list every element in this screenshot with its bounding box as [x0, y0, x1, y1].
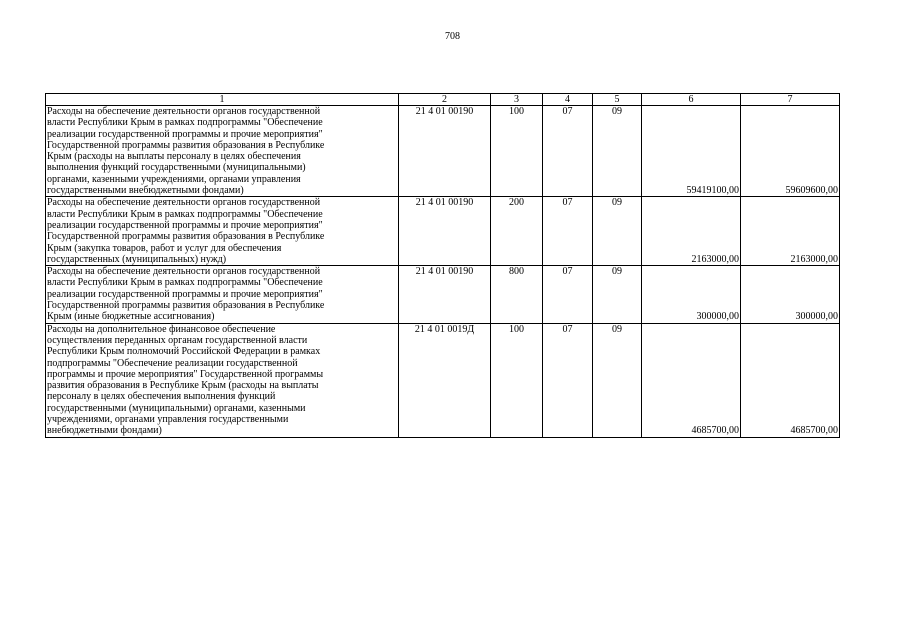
row-col-6-amount: 2163000,00	[642, 197, 741, 266]
row-col-3: 100	[491, 106, 543, 197]
row-col-3: 200	[491, 197, 543, 266]
row-description	[46, 197, 399, 266]
row-col-5: 09	[593, 197, 642, 266]
description-line: выполнения функций государственными (муниципальными)	[47, 162, 306, 174]
row-col-5: 09	[593, 323, 642, 437]
row-code: 21 4 01 00190	[399, 197, 491, 266]
budget-table	[45, 93, 840, 438]
description-line: реализации государственной программы и прочие мероприятия"	[47, 219, 323, 231]
description-line: Расходы на обеспечение деятельности органов государственной	[47, 106, 321, 117]
description-line: власти Республики Крым в рамках подпрограммы "Обеспечение	[47, 208, 323, 220]
row-col-4: 07	[543, 106, 593, 197]
description-line: развития образования в Республике Крым (расходы на выплаты	[47, 380, 319, 392]
row-code: 21 4 01 0019Д	[399, 323, 491, 437]
table-row	[46, 197, 840, 266]
row-col-4: 07	[543, 266, 593, 323]
header-col-3: 3	[491, 94, 543, 106]
row-col-6-amount: 300000,00	[642, 266, 741, 323]
row-code: 21 4 01 00190	[399, 266, 491, 323]
description-line: внебюджетными фондами)	[47, 425, 162, 437]
description-line: государственными внебюджетными фондами)	[47, 185, 244, 197]
description-line: власти Республики Крым в рамках подпрограммы "Обеспечение	[47, 277, 323, 289]
description-line: власти Республики Крым в рамках подпрограммы "Обеспечение	[47, 117, 323, 129]
header-col-4: 4	[543, 94, 593, 106]
description-line: программы и прочие мероприятия" Государственной программы	[47, 368, 324, 380]
row-col-7-amount: 59609600,00	[741, 106, 840, 197]
row-col-7-amount: 4685700,00	[741, 323, 840, 437]
description-line: реализации государственной программы и прочие мероприятия"	[47, 288, 323, 300]
description-line: Расходы на обеспечение деятельности органов государственной	[47, 266, 321, 278]
header-col-6: 6	[642, 94, 741, 106]
row-description	[46, 106, 399, 197]
description-line: осуществления переданных органам государственной власти	[47, 334, 308, 346]
description-line: подпрограммы "Обеспечение реализации государственной	[47, 357, 298, 369]
header-col-2: 2	[399, 94, 491, 106]
description-line: государственных (муниципальных) нужд)	[47, 253, 227, 265]
row-col-5: 09	[593, 266, 642, 323]
row-description	[46, 323, 399, 437]
header-col-7: 7	[741, 94, 840, 106]
table-row	[46, 323, 840, 437]
description-line: Расходы на обеспечение деятельности органов государственной	[47, 197, 321, 209]
description-line: Государственной программы развития образования в Республике	[47, 231, 325, 243]
description-line: органами, казенными учреждениями, органами управления	[47, 173, 301, 185]
row-col-3: 800	[491, 266, 543, 323]
header-col-5: 5	[593, 94, 642, 106]
description-line: Республики Крым полномочий Российской Федерации в рамках	[47, 346, 321, 358]
row-col-6-amount: 59419100,00	[642, 106, 741, 197]
header-col-1: 1	[46, 94, 399, 106]
description-line: реализации государственной программы и прочие мероприятия"	[47, 128, 323, 140]
row-col-6-amount: 4685700,00	[642, 323, 741, 437]
description-line: Крым (иные бюджетные ассигнования)	[47, 311, 215, 323]
row-description	[46, 266, 399, 323]
table-header-row	[46, 94, 840, 106]
page-number: 708	[445, 31, 460, 42]
description-line: Крым (расходы на выплаты персоналу в целях обеспечения	[47, 151, 301, 163]
row-col-5: 09	[593, 106, 642, 197]
table-row	[46, 106, 840, 197]
description-line: государственными (муниципальными) органами, казенными	[47, 402, 306, 414]
row-col-4: 07	[543, 323, 593, 437]
description-line: Расходы на дополнительное финансовое обеспечение	[47, 323, 276, 335]
row-col-4: 07	[543, 197, 593, 266]
description-line: персоналу в целях обеспечения выполнения функций	[47, 391, 276, 403]
row-col-7-amount: 2163000,00	[741, 197, 840, 266]
row-col-3: 100	[491, 323, 543, 437]
row-col-7-amount: 300000,00	[741, 266, 840, 323]
description-line: Государственной программы развития образования в Республике	[47, 139, 325, 151]
description-line: учреждениями, органами управления государственными	[47, 414, 289, 426]
description-line: Государственной программы развития образования в Республике	[47, 300, 325, 312]
row-code: 21 4 01 00190	[399, 106, 491, 197]
table-row	[46, 266, 840, 323]
description-line: Крым (закупка товаров, работ и услуг для обеспечения	[47, 242, 282, 254]
